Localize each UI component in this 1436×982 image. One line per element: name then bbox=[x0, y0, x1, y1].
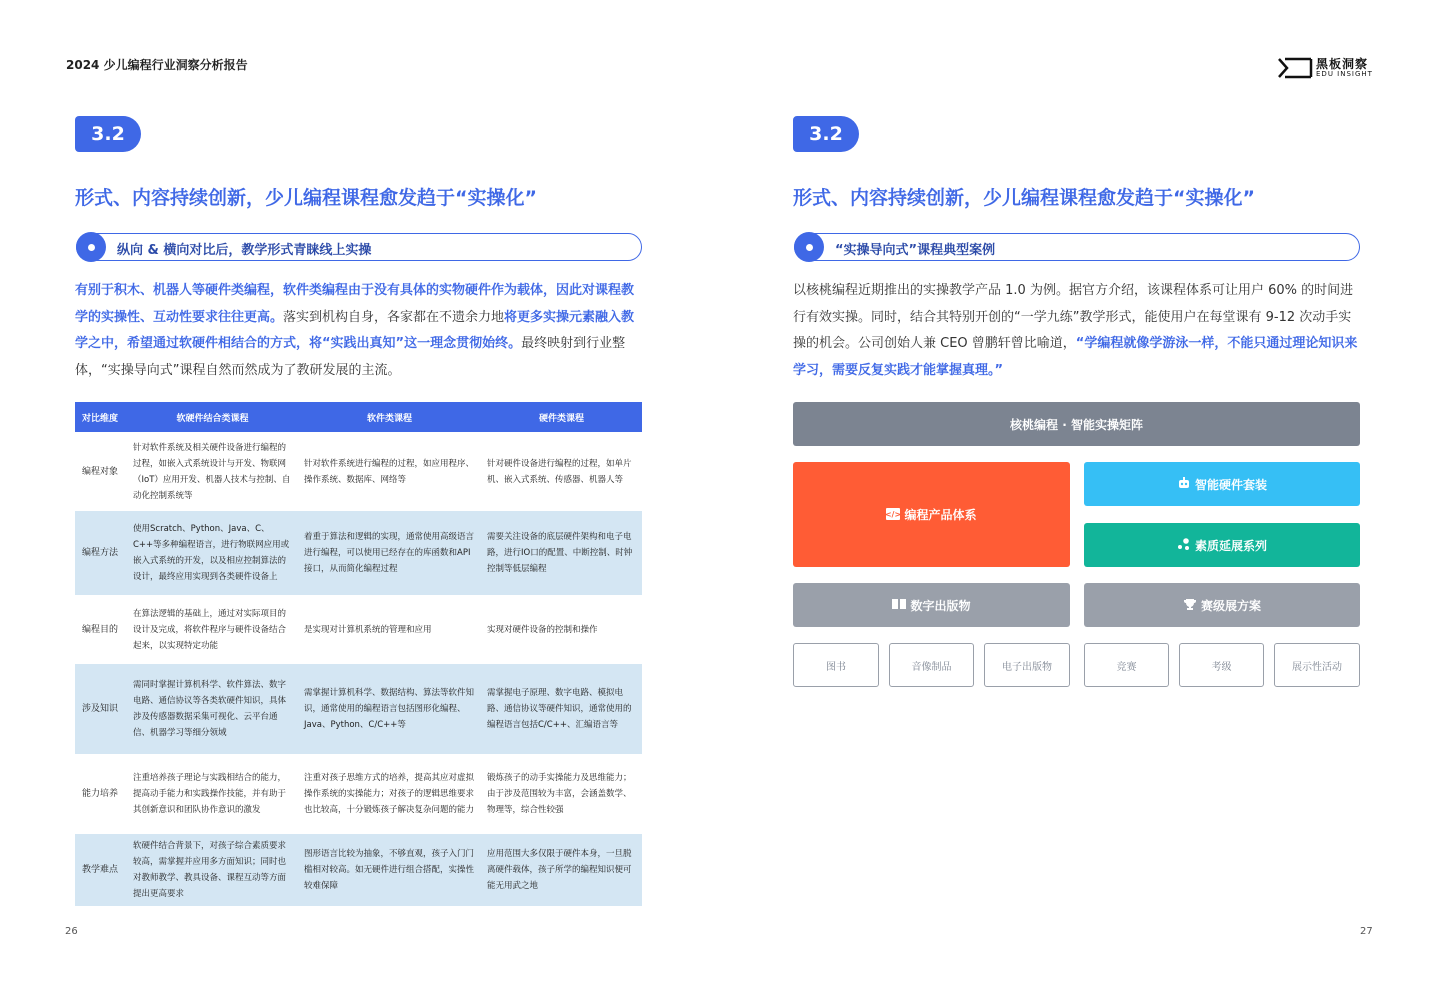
table-header-row bbox=[75, 402, 642, 432]
para-highlight-1: 有别于积木、机器人等硬件类编程，软件类编程由于没有具体的实物硬件作为载体，因此对课程教学的实操性、互动性要求往往更高。 bbox=[75, 283, 635, 325]
quality-series-block bbox=[1084, 523, 1360, 567]
para-quote: “学编程就像学游泳一样，不能只通过理论知识来学习，需要反复实践才能掌握真理。” bbox=[793, 336, 1358, 379]
row-label: 编程目的 bbox=[82, 624, 119, 635]
robot-icon bbox=[1177, 477, 1191, 491]
table-row bbox=[75, 664, 642, 754]
trophy-icon bbox=[1183, 598, 1197, 612]
report-title: 2024 少儿编程行业洞察分析报告 bbox=[66, 58, 248, 72]
table-cell: 针对软件系统进行编程的过程，如应用程序、操作系统、数据库、网络等 bbox=[304, 458, 475, 485]
row-label: 涉及知识 bbox=[75, 664, 127, 754]
section-title-right: 形式、内容持续创新，少儿编程课程愈发趋于“实操化” bbox=[793, 187, 1255, 209]
table-header-cell: 对比维度 bbox=[75, 402, 127, 432]
table-cell: 图形语言比较为抽象，不够直观，孩子入门门槛相对较高。如无硬件进行组合搭配，实操性较难保障 bbox=[298, 834, 481, 906]
table-cell: 在算法逻辑的基础上，通过对实际项目的设计及完成，将软件程序与硬件设备结合起来，以实现特定功能 bbox=[133, 608, 287, 651]
matrix-item-showcase: 展示性活动 bbox=[1274, 643, 1360, 687]
competition-label: 赛级展方案 bbox=[1200, 598, 1261, 613]
section-badge-left: 3.2 bbox=[75, 116, 141, 152]
para-text-1: 以核桃编程近期推出的实操教学产品 1.0 为例。据官方介绍，该课程体系可让用户 60% 的时间进行有效实操。同时，结合其特别开创的“一学九练”教学形式，能使用户在每堂课有 9-12 次动手实操的机会。公司创始人兼 CEO 曾鹏轩曾比喻道， bbox=[793, 283, 1354, 352]
table-cell: 着重于算法和逻辑的实现，通常使用高级语言进行编程，可以使用已经存在的库函数和API接口，从而简化编程过程 bbox=[298, 511, 481, 595]
matrix-item-books: 图书 bbox=[793, 643, 879, 687]
subheading-pill-right bbox=[794, 233, 1360, 261]
table-cell: 针对软件系统及相关硬件设备进行编程的过程，如嵌入式系统设计与开发、物联网（IoT）应用开发、机器人技术与控制、自动化控制系统等 bbox=[133, 442, 291, 501]
quality-series-label: 素质延展系列 bbox=[1194, 538, 1267, 553]
table-cell: 需同时掌握计算机科学、软件算法、数字电路、通信协议等各类软硬件知识，具体涉及传感器数据采集可视化、云平台通信、机器学习等细分领域 bbox=[127, 664, 298, 754]
digital-pub-block bbox=[793, 583, 1070, 627]
table-cell: 实现对硬件设备的控制和操作 bbox=[487, 624, 598, 635]
matrix-item-grading: 考级 bbox=[1179, 643, 1264, 687]
logo-cn-text: 黑板洞察 bbox=[1316, 57, 1369, 71]
matrix-item-competition: 竞赛 bbox=[1084, 643, 1169, 687]
competition-block bbox=[1084, 583, 1360, 627]
row-label: 能力培养 bbox=[82, 789, 119, 799]
table-cell: 注重对孩子思维方式的培养，提高其应对虚拟操作系统的实操能力；对孩子的逻辑思维要求也比较高，十分锻炼孩子解决复杂问题的能力 bbox=[304, 773, 475, 815]
product-system-label: 编程产品体系 bbox=[904, 508, 977, 522]
table-row bbox=[75, 595, 642, 664]
subheading-pill-left bbox=[76, 233, 642, 261]
para-text-2: 落实到机构自身，各家都在不遗余力地 bbox=[283, 309, 505, 325]
table-cell: 软硬件结合背景下，对孩子综合素质要求较高，需掌握并应用多方面知识；同时也对教师教学、教具设备、课程互动等方面提出更高要求 bbox=[127, 834, 298, 906]
brand-mark-icon bbox=[1278, 57, 1312, 79]
bullet-dot-icon bbox=[76, 232, 106, 262]
brand-logo bbox=[1278, 56, 1374, 80]
matrix-item-audio-video: 音像制品 bbox=[889, 643, 974, 687]
comparison-table bbox=[75, 402, 642, 906]
table-header-cell: 硬件类课程 bbox=[481, 402, 642, 432]
matrix-item-e-publications: 电子出版物 bbox=[984, 643, 1070, 687]
bullet-dot-icon bbox=[794, 232, 824, 262]
section-badge-right: 3.2 bbox=[793, 116, 859, 152]
section-title-left: 形式、内容持续创新，少儿编程课程愈发趋于“实操化” bbox=[75, 187, 537, 209]
table-cell: 针对硬件设备进行编程的过程，如单片机、嵌入式系统、传感器、机器人等 bbox=[487, 458, 632, 485]
table-cell: 使用Scratch、Python、Java、C、C++等多种编程语言，进行物联网应用或嵌入式系统的开发，以及相应控制算法的设计，最终应用实现到各类硬件设备上 bbox=[127, 511, 298, 595]
table-row bbox=[75, 754, 642, 834]
hardware-kit-label: 智能硬件套装 bbox=[1194, 477, 1267, 492]
table-cell: 是实现对计算机系统的管理和应用 bbox=[304, 624, 432, 635]
table-cell: 需要关注设备的底层硬件架构和电子电路，进行IO口的配置、中断控制、时钟控制等低层编程 bbox=[481, 511, 642, 595]
code-icon bbox=[886, 508, 900, 522]
table-cell: 注重培养孩子理论与实践相结合的能力，提高动手能力和实践操作技能，并有助于其创新意识和团队协作意识的激发 bbox=[133, 773, 287, 815]
logo-en-text: EDU INSIGHT bbox=[1316, 70, 1373, 78]
subheading-right: “实操导向式”课程典型案例 bbox=[835, 243, 996, 258]
hardware-kit-block bbox=[1084, 462, 1360, 506]
table-cell: 应用范围大多仅限于硬件本身，一旦脱离硬件载体，孩子所学的编程知识便可能无用武之地 bbox=[481, 834, 642, 906]
para-text-4: 最终映射到行业整体，“实操导向式”课程自然而然成为了教研发展的主流。 bbox=[75, 336, 626, 379]
table-row bbox=[75, 432, 642, 511]
subheading-left: 纵向 & 横向对比后，教学形式青睐线上实操 bbox=[117, 243, 372, 258]
table-cell: 锻炼孩子的动手实操能力及思维能力；由于涉及范围较为丰富，会涵盖数学、物理等，综合性较强 bbox=[487, 773, 632, 815]
dots-icon bbox=[1177, 538, 1191, 552]
digital-pub-label: 数字出版物 bbox=[910, 598, 971, 613]
table-header-cell: 软件类课程 bbox=[298, 402, 481, 432]
para-highlight-3: 将更多实操元素融入教学之中，希望通过软硬件相结合的方式，将“实践出真知”这一理念贯彻始终。 bbox=[75, 309, 635, 352]
book-icon bbox=[892, 598, 906, 612]
intro-paragraph-left bbox=[75, 278, 643, 385]
product-system-block bbox=[793, 462, 1070, 567]
row-label: 编程方法 bbox=[75, 511, 127, 595]
table-header-cell: 软硬件结合类课程 bbox=[127, 402, 298, 432]
page-number-right: 27 bbox=[1360, 926, 1373, 937]
intro-paragraph-right bbox=[793, 278, 1361, 385]
table-cell: 需掌握电子原理、数字电路、模拟电路、通信协议等硬件知识，通常使用的编程语言包括C/C++、汇编语言等 bbox=[481, 664, 642, 754]
row-label: 编程对象 bbox=[82, 466, 119, 477]
page-number-left: 26 bbox=[65, 926, 78, 937]
table-row bbox=[75, 511, 642, 595]
table-cell: 需掌握计算机科学、数据结构、算法等软件知识，通常使用的编程语言包括图形化编程、Java、Python、C/C++等 bbox=[298, 664, 481, 754]
row-label: 教学难点 bbox=[75, 834, 127, 906]
table-row bbox=[75, 834, 642, 906]
svg-text:</>: </> bbox=[885, 509, 902, 519]
matrix-title-bar: 核桃编程 · 智能实操矩阵 bbox=[793, 402, 1360, 446]
